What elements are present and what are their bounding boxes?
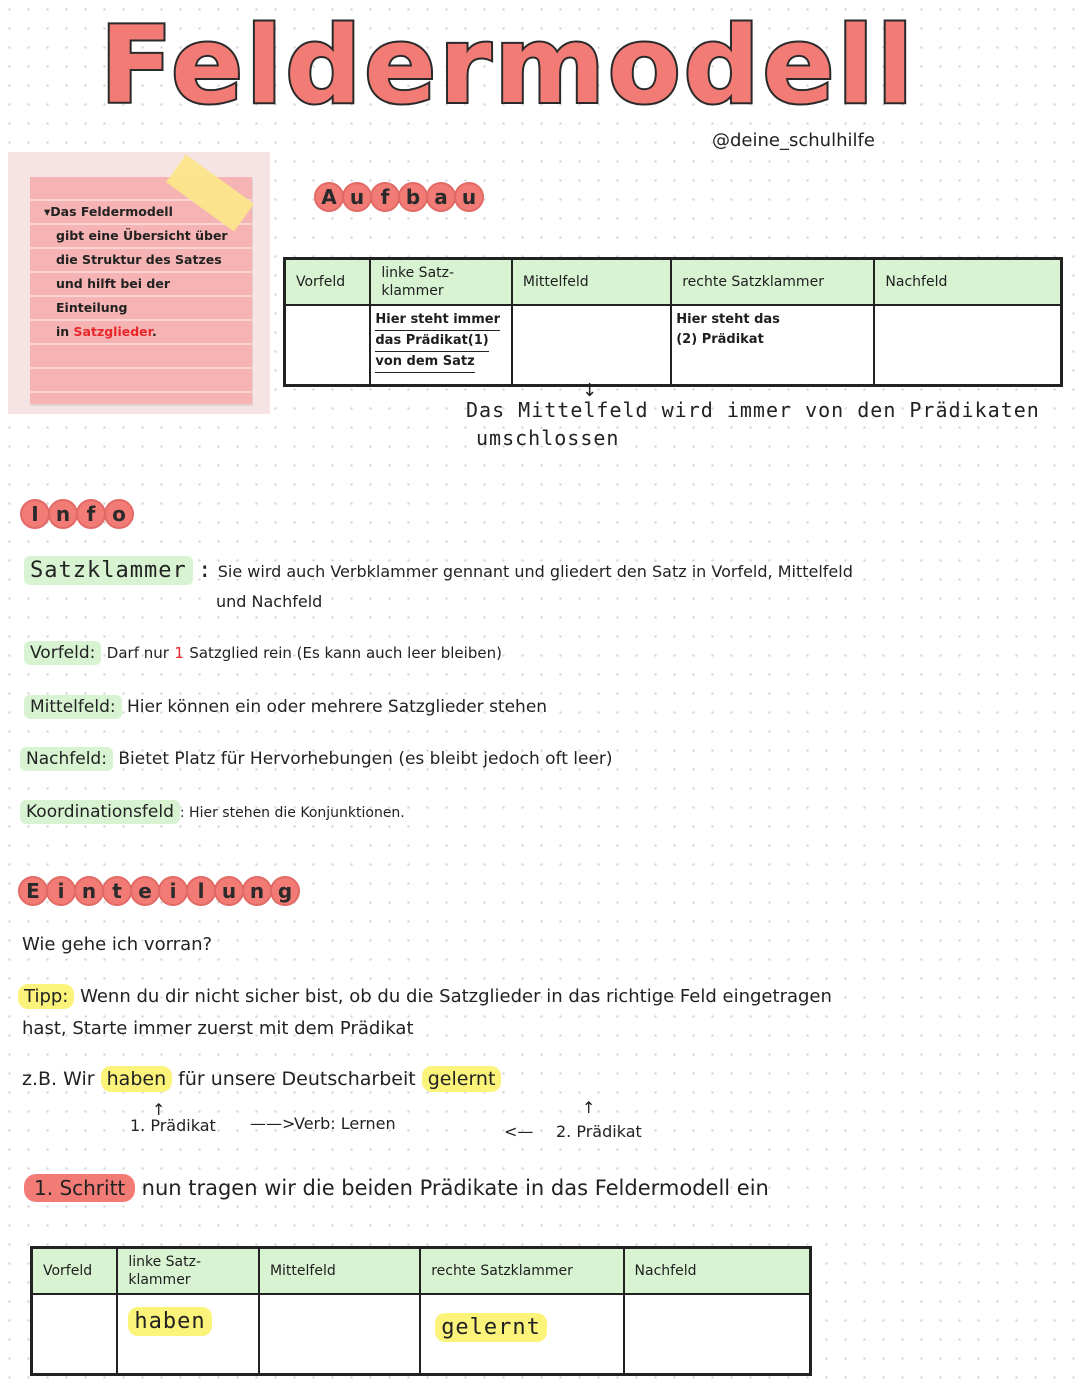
header-mittelfeld: Mittelfeld xyxy=(512,259,671,306)
cell-note-line: Hier steht immer xyxy=(375,310,500,331)
heading-letter: n xyxy=(242,876,272,906)
heading-letter: i xyxy=(46,876,76,906)
heading-letter: i xyxy=(158,876,188,906)
note-line: in Satzglieder. xyxy=(56,324,157,339)
header-nachfeld: Nachfeld xyxy=(874,259,1061,306)
down-arrow-icon: ↓ xyxy=(582,380,598,401)
cell-nachfeld xyxy=(624,1294,811,1374)
term-koordinationsfeld: Koordinationsfeld xyxy=(20,800,180,824)
cell-vorfeld xyxy=(285,305,371,385)
cell-note-line: das Prädikat(1) xyxy=(375,331,488,352)
term-satzklammer: Satzklammer xyxy=(24,556,193,585)
header-linke-satzklammer: linke Satz- klammer xyxy=(370,259,512,306)
cell-vorfeld xyxy=(32,1294,118,1374)
sticky-note-text xyxy=(44,200,244,344)
heading-letter: o xyxy=(104,499,134,529)
term-vorfeld: Vorfeld: xyxy=(24,641,101,665)
definition-number: 1 xyxy=(174,644,184,662)
right-arrow-icon: ——> xyxy=(250,1114,296,1133)
page-title: Feldermodell xyxy=(100,4,917,127)
left-arrow-icon: <— xyxy=(504,1122,534,1141)
step-line xyxy=(24,1176,769,1200)
heading-letter: n xyxy=(48,499,78,529)
heading-letter: t xyxy=(102,876,132,906)
aufbau-caption-line2: umschlossen xyxy=(476,426,620,450)
definition-text: Satzglied rein (Es kann auch leer bleiben) xyxy=(189,644,502,662)
heading-letter: f xyxy=(76,499,106,529)
heading-info xyxy=(20,499,132,529)
example-verb-haben: haben xyxy=(101,1066,172,1092)
heading-letter: b xyxy=(398,182,428,212)
definition-vorfeld xyxy=(24,643,502,663)
header-linke-satzklammer: linke Satz- klammer xyxy=(117,1248,259,1295)
example-text: z.B. Wir xyxy=(22,1068,95,1090)
heading-letter: I xyxy=(20,499,50,529)
definition-text: Darf nur xyxy=(106,644,169,662)
einteilung-question: Wie gehe ich vorran? xyxy=(22,934,213,955)
definition-koordinationsfeld xyxy=(20,802,405,822)
note-line: und hilft bei der Einteilung xyxy=(56,276,170,315)
definition-satzklammer xyxy=(24,558,853,583)
definition-mittelfeld xyxy=(24,697,547,717)
note-line: gibt eine Übersicht über xyxy=(56,228,228,243)
heading-letter: g xyxy=(270,876,300,906)
cell-linke-satzklammer xyxy=(370,305,512,385)
definition-nachfeld xyxy=(20,749,613,769)
header-nachfeld: Nachfeld xyxy=(624,1248,811,1295)
cell-nachfeld xyxy=(874,305,1061,385)
heading-letter: A xyxy=(314,182,344,212)
bullet-icon: ▾ xyxy=(44,204,51,219)
heading-letter: f xyxy=(370,182,400,212)
note-line: Das Feldermodell xyxy=(50,204,173,219)
heading-letter: e xyxy=(130,876,160,906)
header-vorfeld: Vorfeld xyxy=(32,1248,118,1295)
header-vorfeld: Vorfeld xyxy=(285,259,371,306)
definition-text: Bietet Platz für Hervorhebungen (es bleibt jedoch oft leer) xyxy=(118,749,613,769)
definition-text: Sie wird auch Verbklammer gennant und gliedert den Satz in Vorfeld, Mittelfeld xyxy=(217,562,853,581)
cell-note-line: von dem Satz xyxy=(375,352,474,373)
heading-letter: a xyxy=(426,182,456,212)
up-arrow-icon: ↑ xyxy=(582,1098,596,1117)
header-mittelfeld: Mittelfeld xyxy=(259,1248,420,1295)
cell-rechte-satzklammer xyxy=(671,305,874,385)
heading-letter: E xyxy=(18,876,48,906)
cell-mittelfeld xyxy=(259,1294,420,1374)
cell-mittelfeld xyxy=(512,305,671,385)
feldermodell-table-aufbau xyxy=(283,257,1063,387)
example-sentence xyxy=(22,1068,501,1090)
author-handle: @deine_schulhilfe xyxy=(712,130,875,151)
header-rechte-satzklammer: rechte Satzklammer xyxy=(671,259,874,306)
label-verb-lernen: Verb: Lernen xyxy=(294,1114,396,1133)
definition-text: Hier können ein oder mehrere Satzglieder stehen xyxy=(127,697,548,717)
definition-satzklammer-cont: und Nachfeld xyxy=(216,592,323,611)
up-arrow-icon: ↑ xyxy=(152,1100,166,1119)
note-red-term: Satzglieder xyxy=(73,324,153,339)
feldermodell-table-einteilung xyxy=(30,1246,812,1376)
term-colon: : xyxy=(198,558,213,583)
step-text: nun tragen wir die beiden Prädikate in das Feldermodell ein xyxy=(141,1176,769,1200)
heading-aufbau xyxy=(314,182,482,212)
heading-einteilung xyxy=(18,876,298,906)
tipp-label: Tipp: xyxy=(18,984,74,1009)
heading-letter: l xyxy=(186,876,216,906)
heading-letter: u xyxy=(454,182,484,212)
example-text: für unsere Deutscharbeit xyxy=(178,1068,416,1090)
cell-note-line: Hier steht das xyxy=(676,312,780,327)
label-praedikat-1: 1. Prädikat xyxy=(130,1116,216,1135)
step-label: 1. Schritt xyxy=(24,1174,135,1202)
note-line: die Struktur des Satzes xyxy=(56,252,222,267)
term-mittelfeld: Mittelfeld: xyxy=(24,695,122,719)
label-praedikat-2: 2. Prädikat xyxy=(556,1122,642,1141)
tipp-line2: hast, Starte immer zuerst mit dem Prädikat xyxy=(22,1018,414,1039)
heading-letter: u xyxy=(342,182,372,212)
header-rechte-satzklammer: rechte Satzklammer xyxy=(420,1248,623,1295)
tipp-text: Wenn du dir nicht sicher bist, ob du die Satzglieder in das richtige Feld eingetragen xyxy=(80,986,832,1007)
cell-value-gelernt: gelernt xyxy=(435,1313,547,1342)
tipp-line1 xyxy=(18,986,832,1007)
cell-value-haben: haben xyxy=(128,1307,211,1336)
heading-letter: u xyxy=(214,876,244,906)
definition-text: : Hier stehen die Konjunktionen. xyxy=(179,805,405,821)
example-verb-gelernt: gelernt xyxy=(422,1066,502,1092)
term-nachfeld: Nachfeld: xyxy=(20,747,113,771)
aufbau-caption-line1: Das Mittelfeld wird immer von den Prädikaten xyxy=(466,398,1040,422)
heading-letter: n xyxy=(74,876,104,906)
cell-rechte-satzklammer xyxy=(420,1294,623,1374)
cell-linke-satzklammer xyxy=(117,1294,259,1374)
cell-note-line: (2) Prädikat xyxy=(676,332,764,347)
